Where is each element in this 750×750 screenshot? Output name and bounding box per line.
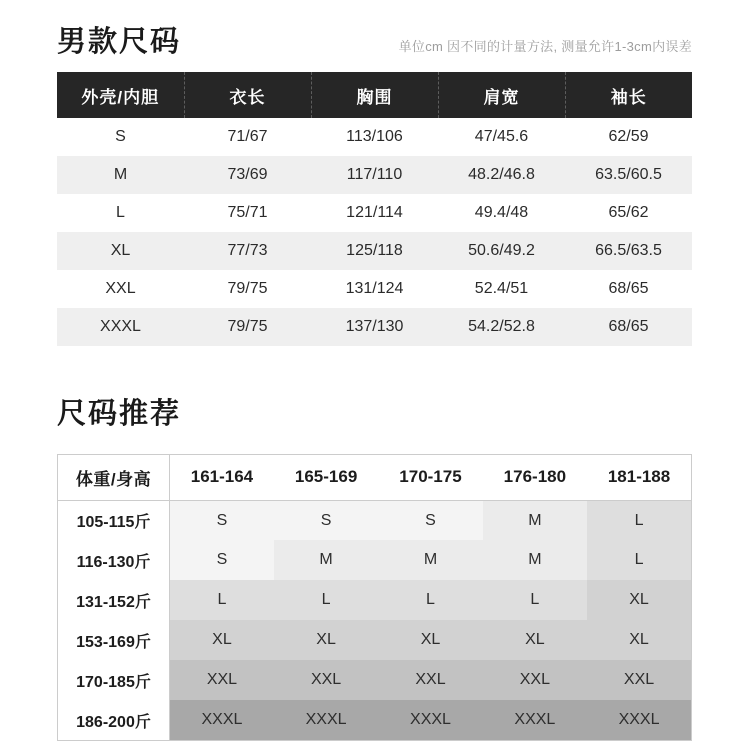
size-cell: XXXL bbox=[170, 700, 274, 740]
table-cell: 131/124 bbox=[345, 280, 404, 297]
weight-range-label: 105-115斤 bbox=[58, 500, 170, 540]
table-cell: 121/114 bbox=[346, 204, 403, 221]
table-cell: 68/65 bbox=[608, 318, 649, 335]
table-row-m bbox=[57, 156, 692, 194]
size-cell: S bbox=[170, 500, 274, 540]
size-cell: XL bbox=[587, 580, 691, 620]
table-row-l bbox=[57, 194, 692, 232]
table-cell: 48.2/46.8 bbox=[468, 166, 535, 183]
height-range-header: 181-188 bbox=[587, 454, 691, 500]
weight-range-label: 170-185斤 bbox=[58, 660, 170, 700]
col-header-sleeve: 袖长 bbox=[565, 72, 692, 118]
recommendation-row bbox=[58, 620, 692, 660]
size-label: XXL bbox=[105, 280, 136, 297]
size-cell: XXL bbox=[587, 660, 691, 700]
size-cell: XL bbox=[274, 620, 378, 660]
table-cell: 79/75 bbox=[227, 280, 268, 297]
table-cell: 125/118 bbox=[346, 242, 403, 259]
size-cell: XXXL bbox=[274, 700, 378, 740]
size-cell: S bbox=[378, 500, 482, 540]
col-header-length: 衣长 bbox=[184, 72, 311, 118]
size-recommendation-table bbox=[57, 454, 692, 741]
table-cell: 77/73 bbox=[227, 242, 268, 259]
size-cell: M bbox=[483, 500, 587, 540]
size-label: S bbox=[115, 128, 126, 145]
table-cell: 62/59 bbox=[608, 128, 649, 145]
size-cell: S bbox=[274, 500, 378, 540]
size-cell: L bbox=[274, 580, 378, 620]
table-cell: 47/45.6 bbox=[474, 128, 529, 145]
weight-range-label: 153-169斤 bbox=[58, 620, 170, 660]
size-cell: XL bbox=[378, 620, 482, 660]
size-cell: XXL bbox=[378, 660, 482, 700]
weight-range-label: 116-130斤 bbox=[58, 540, 170, 580]
height-range-header: 176-180 bbox=[483, 454, 587, 500]
size-cell: XXL bbox=[170, 660, 274, 700]
table-cell: 73/69 bbox=[227, 166, 268, 183]
size-cell: XXL bbox=[274, 660, 378, 700]
page-title: 男款尺码 bbox=[57, 26, 182, 59]
table-row-xl bbox=[57, 232, 692, 270]
col-header-chest: 胸围 bbox=[311, 72, 438, 118]
table-cell: 54.2/52.8 bbox=[468, 318, 535, 335]
size-cell: XL bbox=[170, 620, 274, 660]
col-header-shoulder: 肩宽 bbox=[438, 72, 565, 118]
size-cell: XXL bbox=[483, 660, 587, 700]
measurement-tolerance-note: 单位cm 因不同的计量方法, 测量允许1-3cm内误差 bbox=[398, 39, 692, 54]
recommendation-table-body bbox=[58, 500, 692, 740]
size-label: XL bbox=[110, 242, 131, 259]
table-cell: 50.6/49.2 bbox=[468, 242, 535, 259]
corner-header-weight-height: 体重/身高 bbox=[58, 454, 170, 500]
recommendation-title: 尺码推荐 bbox=[57, 398, 182, 430]
header-row bbox=[57, 72, 692, 118]
table-cell: 71/67 bbox=[227, 128, 268, 145]
header-row bbox=[58, 454, 692, 500]
weight-range-label: 131-152斤 bbox=[58, 580, 170, 620]
table-cell: 52.4/51 bbox=[474, 280, 529, 297]
size-cell: L bbox=[170, 580, 274, 620]
mens-size-table-body bbox=[57, 118, 692, 346]
table-cell: 68/65 bbox=[608, 280, 649, 297]
size-cell: M bbox=[483, 540, 587, 580]
size-label: L bbox=[116, 204, 125, 221]
table-cell: 63.5/60.5 bbox=[595, 166, 662, 183]
size-cell: L bbox=[587, 540, 691, 580]
recommendation-row bbox=[58, 700, 692, 740]
size-cell: XL bbox=[587, 620, 691, 660]
recommendation-row bbox=[58, 500, 692, 540]
size-label: M bbox=[113, 166, 128, 183]
height-range-header: 161-164 bbox=[170, 454, 274, 500]
section1-header bbox=[57, 20, 692, 60]
table-row-xxl bbox=[57, 270, 692, 308]
recommendation-table-head bbox=[58, 454, 692, 500]
size-cell: L bbox=[587, 500, 691, 540]
col-header-shell-liner: 外壳/内胆 bbox=[57, 72, 184, 118]
mens-size-table bbox=[57, 72, 692, 346]
size-cell: XL bbox=[483, 620, 587, 660]
table-row-s bbox=[57, 118, 692, 156]
mens-size-table-head bbox=[57, 72, 692, 118]
size-cell: L bbox=[483, 580, 587, 620]
recommendation-row bbox=[58, 660, 692, 700]
size-cell: XXXL bbox=[587, 700, 691, 740]
table-cell: 75/71 bbox=[227, 204, 268, 221]
table-cell: 113/106 bbox=[346, 128, 403, 145]
table-cell: 49.4/48 bbox=[474, 204, 529, 221]
table-cell: 79/75 bbox=[227, 318, 268, 335]
height-range-header: 170-175 bbox=[378, 454, 482, 500]
size-cell: XXXL bbox=[378, 700, 482, 740]
size-cell: M bbox=[378, 540, 482, 580]
height-range-header: 165-169 bbox=[274, 454, 378, 500]
size-cell: M bbox=[274, 540, 378, 580]
size-cell: S bbox=[170, 540, 274, 580]
table-row-xxxl bbox=[57, 308, 692, 346]
size-cell: L bbox=[378, 580, 482, 620]
table-cell: 66.5/63.5 bbox=[595, 242, 662, 259]
recommendation-row bbox=[58, 580, 692, 620]
size-label: XXXL bbox=[100, 318, 141, 335]
weight-range-label: 186-200斤 bbox=[58, 700, 170, 740]
table-cell: 117/110 bbox=[346, 166, 403, 183]
table-cell: 65/62 bbox=[608, 204, 649, 221]
size-cell: XXXL bbox=[483, 700, 587, 740]
table-cell: 137/130 bbox=[345, 318, 404, 335]
recommendation-row bbox=[58, 540, 692, 580]
